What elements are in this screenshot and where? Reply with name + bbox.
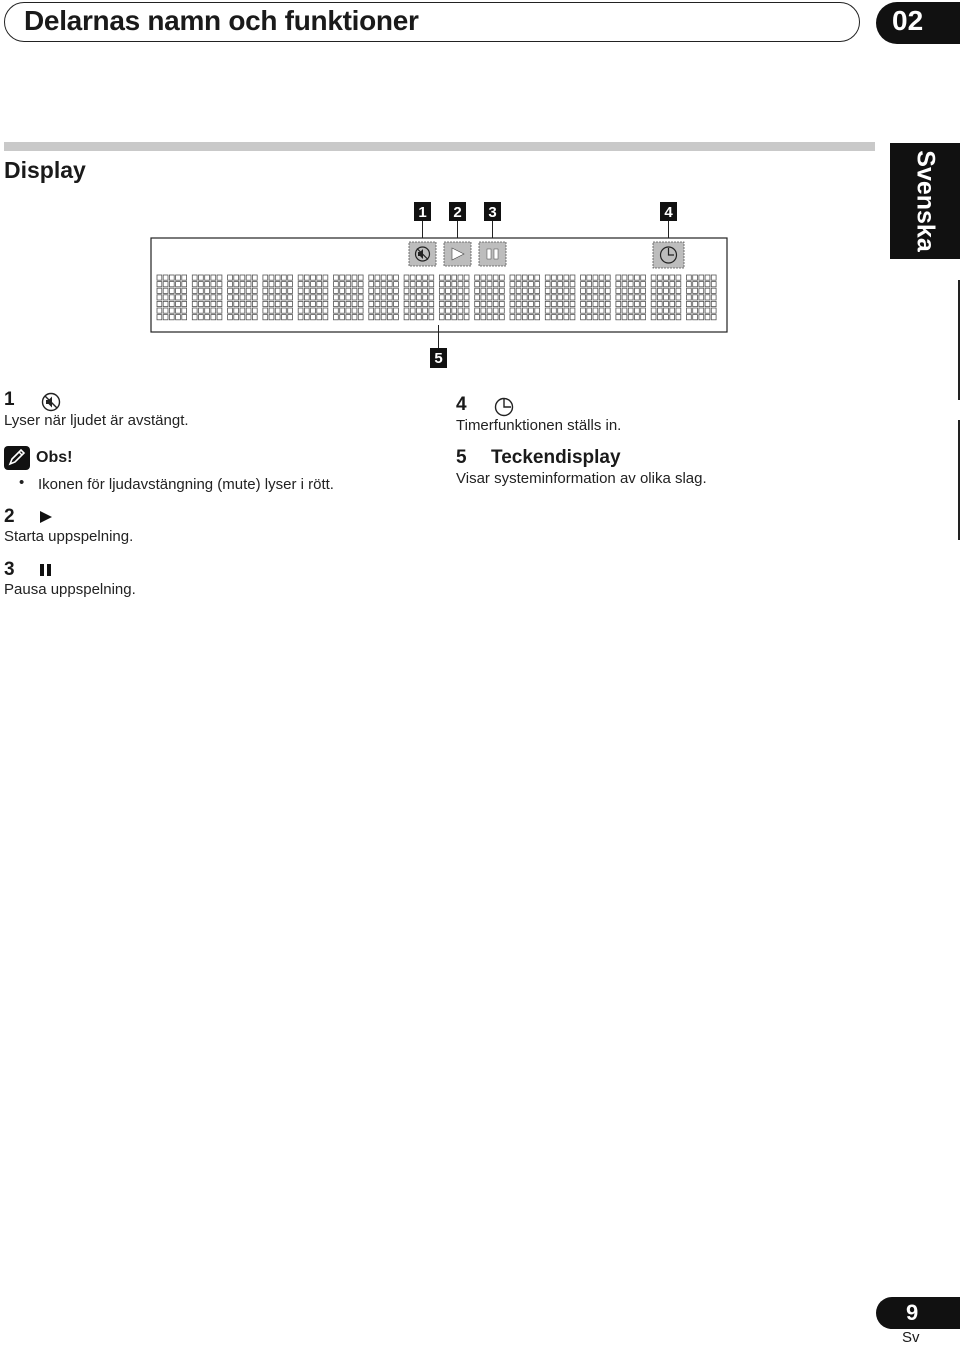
- svg-text:5: 5: [434, 350, 443, 367]
- pause-icon: [479, 242, 506, 266]
- page-title: Delarnas namn och funktioner: [24, 5, 419, 36]
- pencil-note-icon: [4, 446, 30, 470]
- callout-4: [660, 202, 677, 221]
- item-5-title: Teckendisplay: [491, 447, 621, 468]
- svg-text:3: 3: [488, 204, 497, 221]
- timer-icon: [493, 396, 515, 418]
- play-icon: [444, 242, 471, 266]
- pause-icon: [38, 562, 54, 578]
- item-4-number: 4: [456, 394, 467, 415]
- page-number: 9: [906, 1300, 919, 1325]
- timer-icon: [653, 242, 684, 268]
- item-5-number: 5: [456, 447, 467, 468]
- callout-3: [484, 202, 501, 221]
- item-5-description: Visar systeminformation av olika slag.: [456, 470, 707, 487]
- note-label: Obs!: [36, 449, 73, 466]
- note-bullet-dot: •: [19, 474, 25, 491]
- svg-text:1: 1: [418, 204, 427, 221]
- item-2-number: 2: [4, 506, 15, 527]
- play-icon: [38, 509, 54, 525]
- mute-icon: [409, 242, 436, 266]
- callout-1: [414, 202, 431, 221]
- display-diagram: [140, 195, 740, 375]
- chapter-number: 02: [892, 5, 924, 36]
- section-rule: [4, 142, 875, 151]
- svg-text:2: 2: [453, 204, 462, 221]
- language-label: Svenska: [911, 150, 940, 252]
- language-tab: [890, 143, 960, 259]
- svg-text:4: 4: [664, 204, 673, 221]
- callout-5: [430, 348, 447, 368]
- item-4-description: Timerfunktionen ställs in.: [456, 417, 622, 434]
- section-title: Display: [4, 157, 86, 183]
- item-2-description: Starta uppspelning.: [4, 528, 134, 545]
- item-1-number: 1: [4, 389, 15, 410]
- page-language-code: Sv: [902, 1329, 920, 1346]
- item-3-description: Pausa uppspelning.: [4, 581, 136, 598]
- note-bullet-text: Ikonen för ljudavstängning (mute) lyser i rött.: [38, 476, 334, 493]
- item-1-description: Lyser när ljudet är avstängt.: [4, 412, 189, 429]
- mute-icon: [40, 391, 62, 413]
- callout-2: [449, 202, 466, 221]
- item-3-number: 3: [4, 559, 15, 580]
